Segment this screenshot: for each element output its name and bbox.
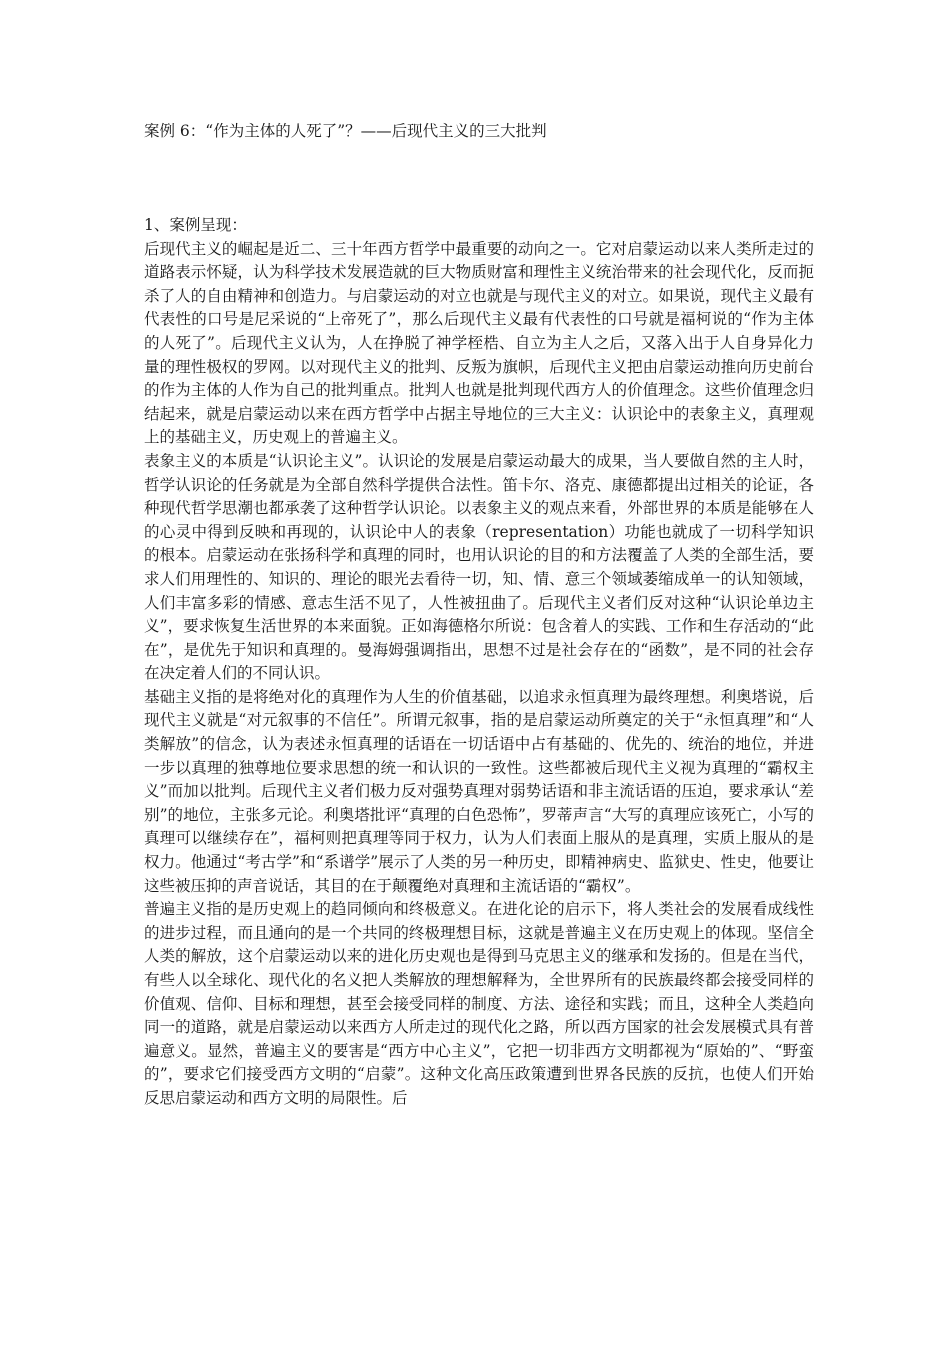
paragraph: 基础主义指的是将绝对化的真理作为人生的价值基础，以追求永恒真理为最终理想。利奥塔说，后现代主义就是“对元叙事的不信任”。所谓元叙事，指的是启蒙运动所奠定的关于“永恒真理”和“人类解放”的信念，认为表述永恒真理的话语在一切话语中占有基础的、优先的、统治的地位，并进一步以真理的独尊地位要求思想的统一和认识的一致性。这些都被后现代主义视为真理的“霸权主义”而加以批判。后现代主义者们极力反对强势真理对弱势话语和非主流话语的压迫，要求承认“差别”的地位，主张多元论。利奥塔批评“真理的白色恐怖”，罗蒂声言“大写的真理应该死亡，小写的真理可以继续存在”，福柯则把真理等同于权力，认为人们表面上服从的是真理，实质上服从的是权力。他通过“考古学”和“系谱学”展示了人类的另一种历史，即精神病史、监狱史、性史，他要让这些被压抑的声音说话，其目的在于颠覆绝对真理和主流话语的“霸权”。 bbox=[144, 687, 814, 895]
paragraph: 表象主义的本质是“认识论主义”。认识论的发展是启蒙运动最大的成果，当人要做自然的主人时，哲学认识论的任务就是为全部自然科学提供合法性。笛卡尔、洛克、康德都提出过相关的论证，各种现代哲学思潮也都承袭了这种哲学认识论。以表象主义的观点来看，外部世界的本质是能够在人的心灵中得到反映和再现的，认识论中人的表象（representation）功能也就成了一切科学知识的根本。启蒙运动在张扬科学和真理的同时，也用认识论的目的和方法覆盖了人类的全部生活，要求人们用理性的、知识的、理论的眼光去看待一切，知、情、意三个领域萎缩成单一的认知领域，人们丰富多彩的情感、意志生活不见了，人性被扭曲了。后现代主义者们反对这种“认识论单边主义”，要求恢复生活世界的本来面貌。正如海德格尔所说：包含着人的实践、工作和生存活动的“此在”，是优先于知识和真理的。曼海姆强调指出，思想不过是社会存在的“函数”，是不同的社会存在决定着人们的不同认识。 bbox=[144, 451, 814, 683]
document-title: 案例 6：“作为主体的人死了”？——后现代主义的三大批判 bbox=[144, 122, 547, 140]
section-heading: 1、案例呈现： bbox=[144, 216, 247, 234]
paragraph: 普遍主义指的是历史观上的趋同倾向和终极意义。在进化论的启示下，将人类社会的发展看成线性的进步过程，而且通向的是一个共同的终极理想目标，这就是普遍主义在历史观上的体现。坚信全人类的解放，这个启蒙运动以来的进化历史观也是得到马克思主义的继承和发扬的。但是在当代，有些人以全球化、现代化的名义把人类解放的理想解释为，全世界所有的民族最终都会接受同样的价值观、信仰、目标和理想，甚至会接受同样的制度、方法、途径和实践；而且，这种全人类趋向同一的道路，就是启蒙运动以来西方人所走过的现代化之路，所以西方国家的社会发展模式具有普遍意义。显然，普遍主义的要害是“西方中心主义”，它把一切非西方文明都视为“原始的”、“野蛮的”，要求它们接受西方文明的“启蒙”。这种文化高压政策遭到世界各民族的反抗，也使人们开始反思启蒙运动和西方文明的局限性。后 bbox=[144, 900, 814, 1107]
document-body bbox=[144, 214, 814, 1111]
paragraph: 后现代主义的崛起是近二、三十年西方哲学中最重要的动向之一。它对启蒙运动以来人类所走过的道路表示怀疑，认为科学技术发展造就的巨大物质财富和理性主义统治带来的社会现代化，反而扼杀了人的自由精神和创造力。与启蒙运动的对立也就是与现代主义的对立。如果说，现代主义最有代表性的口号是尼采说的“上帝死了”，那么后现代主义最有代表性的口号就是福柯说的“作为主体的人死了”。后现代主义认为，人在挣脱了神学桎梏、自立为主人之后，又落入出于人自身异化力量的理性极权的罗网。以对现代主义的批判、反叛为旗帜，后现代主义把由启蒙运动推向历史前台的作为主体的人作为自己的批判重点。批判人也就是批判现代西方人的价值理念。这些价值理念归结起来，就是启蒙运动以来在西方哲学中占据主导地位的三大主义：认识论中的表象主义，真理观上的基础主义，历史观上的普遍主义。 bbox=[144, 239, 814, 447]
